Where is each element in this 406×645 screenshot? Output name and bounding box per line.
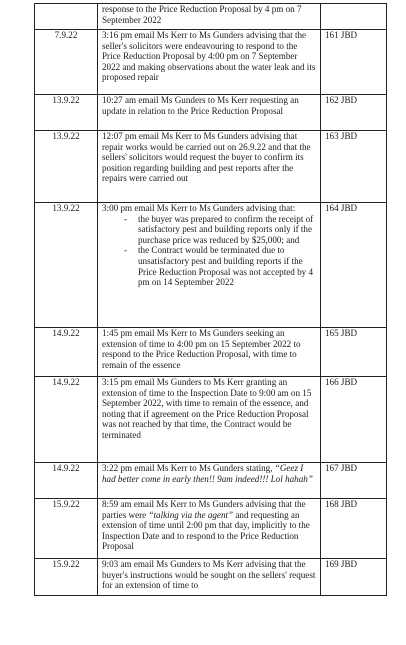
- row-description: 1:45 pm email Ms Kerr to Ms Gunders seeking an extension of time to 4:00 pm on 15 September 2022 to respond to the Price Reduction Proposal, with time to remain of the essence: [98, 328, 321, 377]
- row-reference: 165 JBD: [321, 328, 387, 377]
- row-date: 13.9.22: [35, 131, 98, 203]
- row-date: 7.9.22: [35, 30, 98, 95]
- row-description: 3:16 pm email Ms Kerr to Ms Gunders advising that the seller's solicitors were endeavouring to respond to the Price Reduction Proposal by 4:00 pm on 7 September 2022 and making observations about the water leak and its proposed repair: [98, 30, 321, 95]
- list-item: - the buyer was prepared to confirm the receipt of satisfactory pest and building reports only if the purchase price was reduced by $25,000; and: [124, 214, 316, 246]
- row-description: response to the Price Reduction Proposal by 4 pm on 7 September 2022: [98, 4, 321, 30]
- table-row: [35, 559, 387, 596]
- row-text: and requesting an extension of time until 2:00 pm that day, implicitly to the Inspection Date and to respond to the Price Reduction Proposal: [102, 509, 310, 552]
- row-reference: 163 JBD: [321, 131, 387, 203]
- row-reference: 167 JBD: [321, 463, 387, 499]
- row-date: 14.9.22: [35, 377, 98, 463]
- row-reference: 169 JBD: [321, 559, 387, 596]
- row-date: 13.9.22: [35, 203, 98, 328]
- row-reference: 168 JBD: [321, 499, 387, 559]
- bullet-list: [102, 214, 316, 288]
- table-row: [35, 499, 387, 559]
- table-row: [35, 30, 387, 95]
- row-description: 10:27 am email Ms Gunders to Ms Kerr requesting an update in relation to the Price Reduction Proposal: [98, 95, 321, 131]
- row-description: [98, 463, 321, 499]
- list-item: - the Contract would be terminated due to unsatisfactory pest and building reports if the Price Reduction Proposal was not accepted by 4 pm on 14 September 2022: [124, 245, 316, 287]
- row-description: 9:03 am email Ms Gunders to Ms Kerr advising that the buyer's instructions would be sought on the sellers' request for an extension of time to: [98, 559, 321, 596]
- row-text: 8:59 am email Ms Kerr to Ms Gunders advising that the parties were: [102, 499, 306, 520]
- table-row: [35, 95, 387, 131]
- row-date: 14.9.22: [35, 328, 98, 377]
- quoted-text: “talking via the agent”: [148, 509, 234, 520]
- table-row: [35, 463, 387, 499]
- row-description: 12:07 pm email Ms Kerr to Ms Gunders advising that repair works would be carried out on 26.9.22 and that the sellers' solicitors would request the buyer to confirm its position regarding building and pest reports after the repairs were carried out: [98, 131, 321, 203]
- table-row: [35, 377, 387, 463]
- row-reference: 161 JBD: [321, 30, 387, 95]
- row-reference: 162 JBD: [321, 95, 387, 131]
- row-description: [98, 499, 321, 559]
- row-reference: 164 JBD: [321, 203, 387, 328]
- row-date: [35, 4, 98, 30]
- table-row: [35, 328, 387, 377]
- table-row: [35, 131, 387, 203]
- chronology-table: [34, 3, 387, 596]
- row-reference: [321, 4, 387, 30]
- row-date: 15.9.22: [35, 499, 98, 559]
- row-description: [98, 203, 321, 328]
- table-row: [35, 4, 387, 30]
- row-intro: 3:00 pm email Ms Kerr to Ms Gunders advising that:: [102, 203, 296, 213]
- row-reference: 166 JBD: [321, 377, 387, 463]
- row-description: 3:15 pm email Ms Gunders to Ms Kerr granting an extension of time to the Inspection Date to 9:00 am on 15 September 2022, with time to remain of the essence, and noting that if agreement on the Price Reduction Proposal was not reached by that time, the Contract would be terminated: [98, 377, 321, 463]
- quoted-text: “Geez I had better come in early then!! 9am indeed!!! Lol hahah”: [102, 463, 313, 484]
- row-date: 13.9.22: [35, 95, 98, 131]
- table-row: [35, 203, 387, 328]
- row-date: 15.9.22: [35, 559, 98, 596]
- row-text: 3:22 pm email Ms Kerr to Ms Gunders stating,: [102, 463, 275, 473]
- row-date: 14.9.22: [35, 463, 98, 499]
